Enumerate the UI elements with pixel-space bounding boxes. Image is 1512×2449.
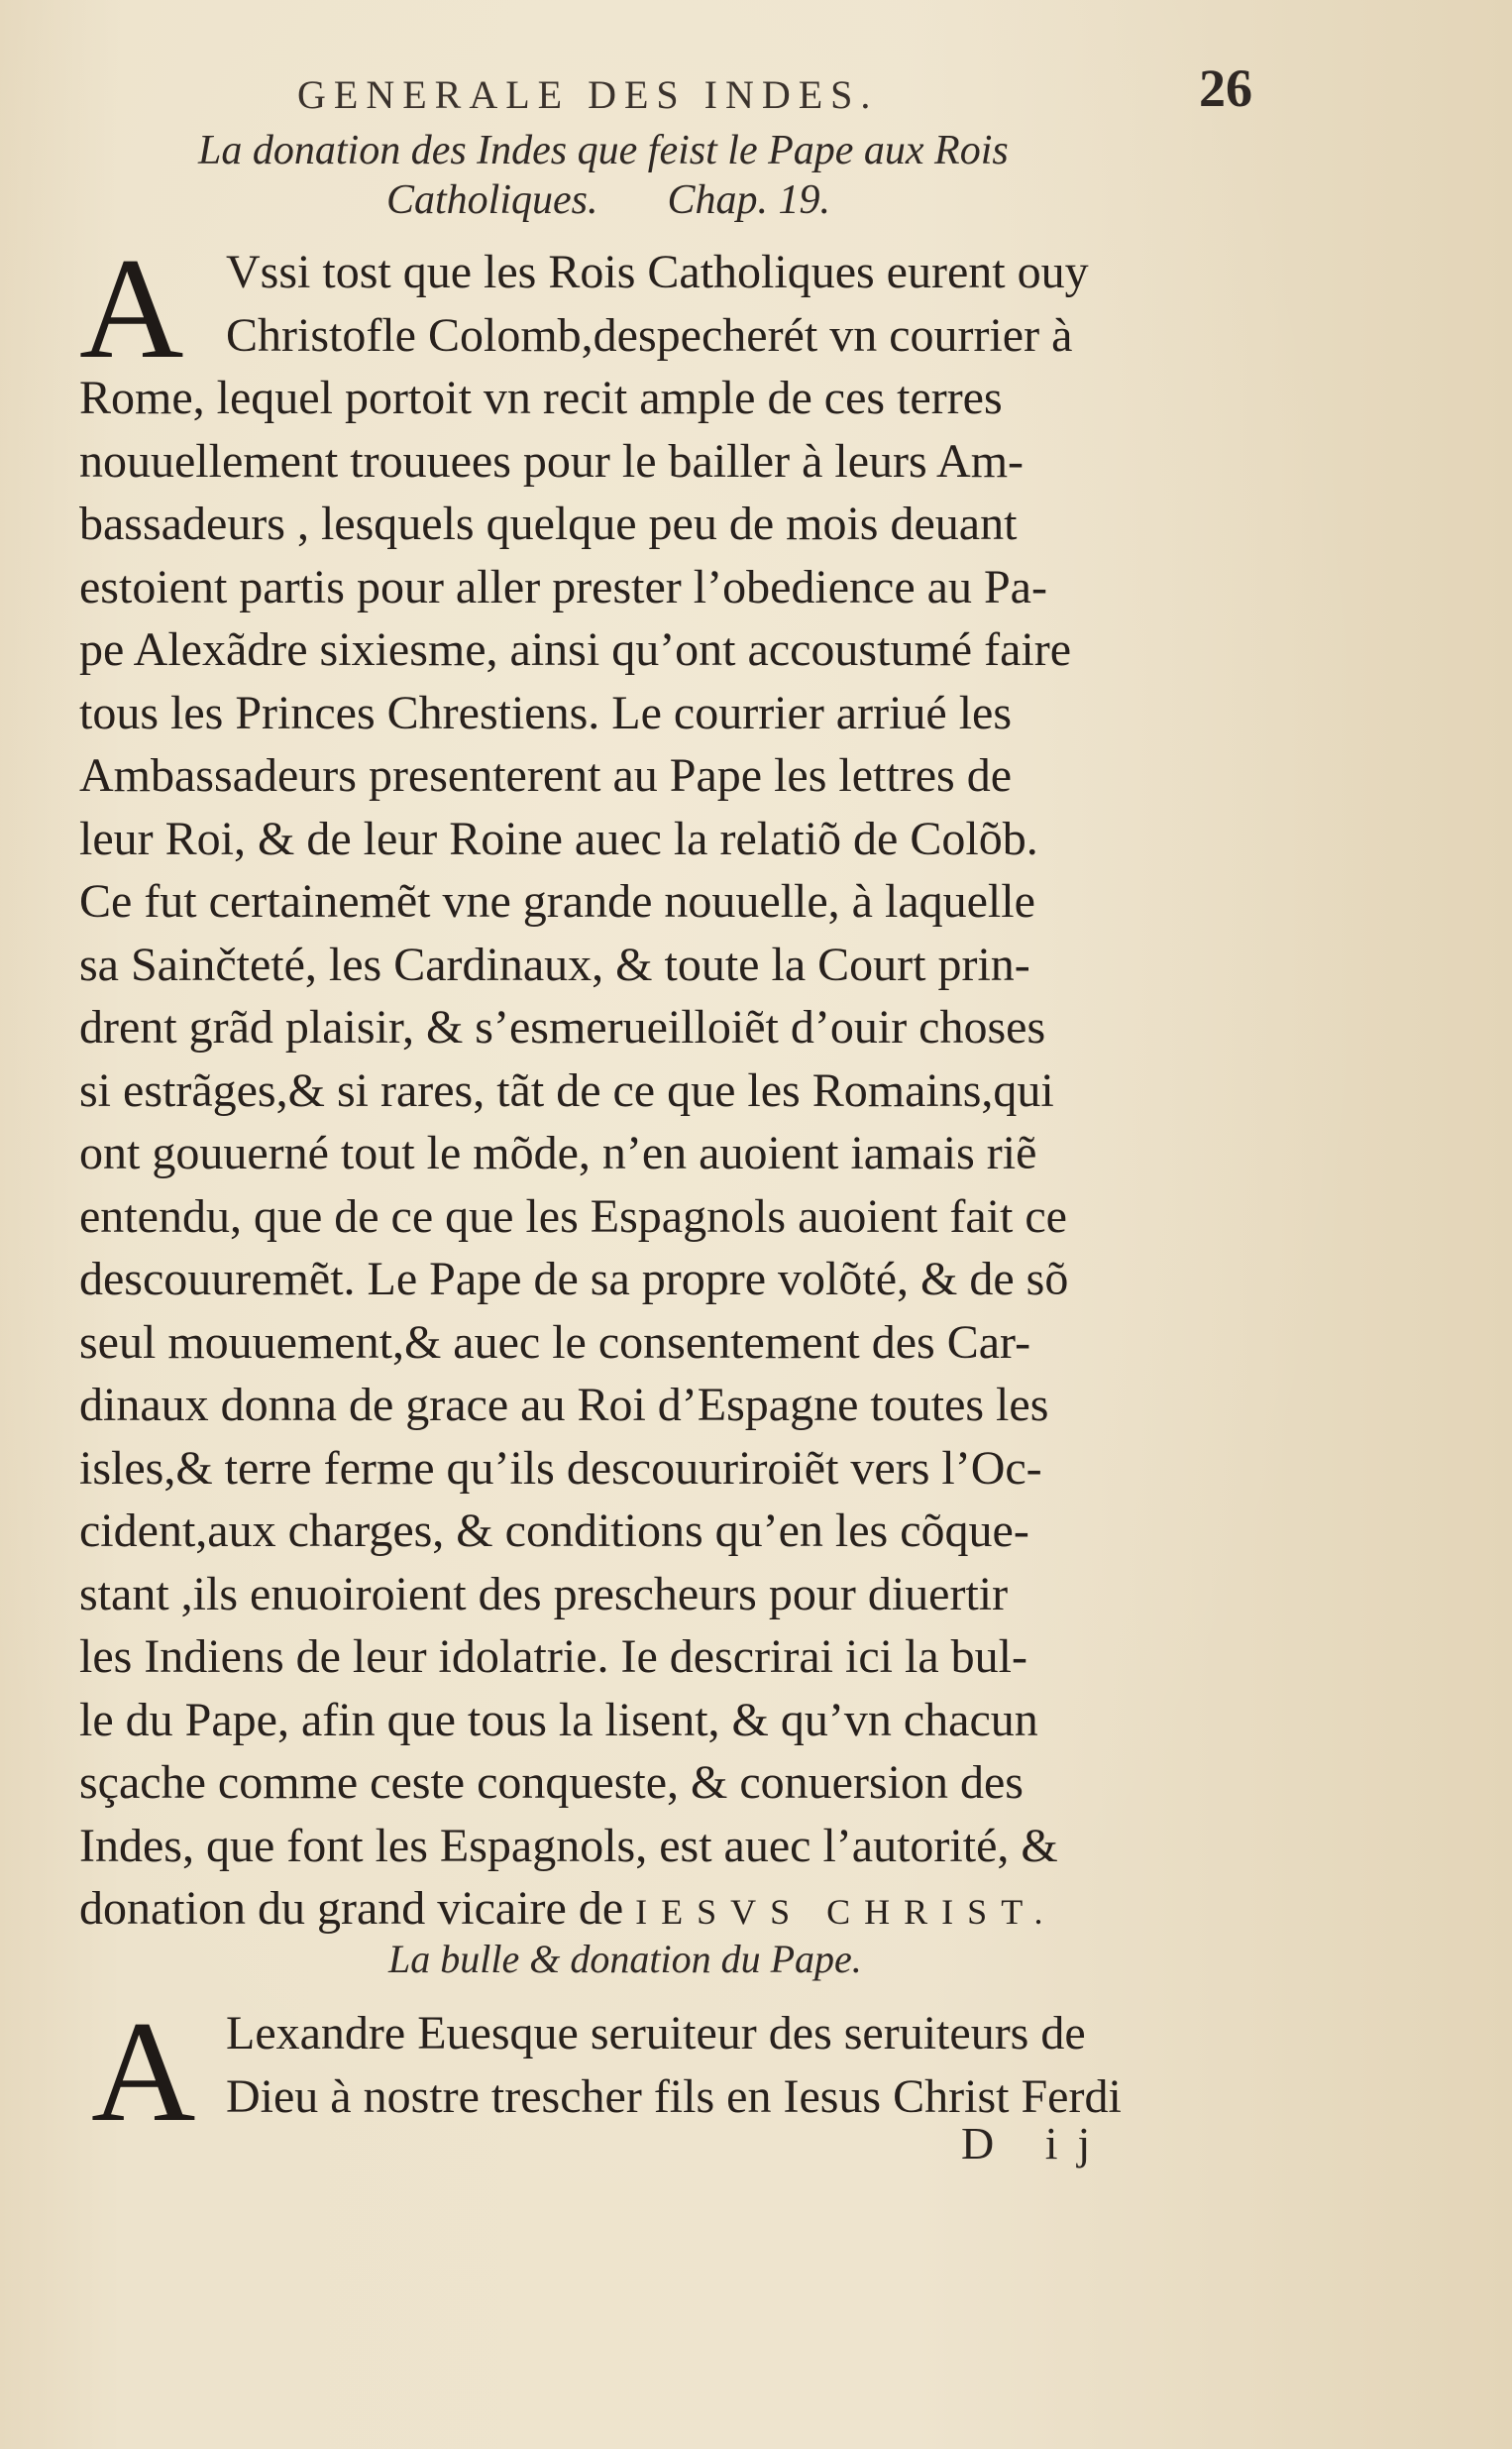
text-line: Rome, lequel portoit vn recit ample de ces terres bbox=[79, 372, 1003, 424]
text-line: estoient partis pour aller prester l’obedience au Pa- bbox=[79, 560, 1047, 613]
running-head: GENERALE DES INDES. bbox=[297, 72, 879, 117]
text-line: pe Alexãdre sixiesme, ainsi qu’ont accoustumé faire bbox=[79, 623, 1071, 676]
closing-name: IESVS CHRIST. bbox=[635, 1892, 1057, 1932]
text-line: nouuellement trouuees pour le bailler à leurs Am- bbox=[79, 434, 1025, 488]
text-line-last bbox=[79, 1877, 1268, 1941]
text-line: stant ,ils enuoiroient des prescheurs pour diuertir bbox=[79, 1567, 1009, 1620]
text-line: isles,& terre ferme qu’ils descouuriroiẽt vers l’Oc- bbox=[79, 1441, 1042, 1495]
text-line: descouuremẽt. Le Pape de sa propre volõté, & de sõ bbox=[79, 1253, 1069, 1305]
text-line: sçache comme ceste conqueste, & conuersion des bbox=[79, 1756, 1024, 1809]
drop-capital-bull: A bbox=[91, 1991, 196, 2152]
text-line: Ce fut certainemẽt vne grande nouuelle, à laquelle bbox=[79, 875, 1035, 928]
chapter-body bbox=[79, 228, 1268, 1941]
text-line: si estrãges,& si rares, tãt de ce que les Romains,qui bbox=[79, 1063, 1054, 1117]
text-line: sa Sainčteté, les Cardinaux, & toute la Court prin- bbox=[79, 938, 1030, 991]
text-line: seul mouuement,& auec le consentement des Car- bbox=[79, 1315, 1031, 1369]
chapter-title-line-2 bbox=[188, 176, 1179, 224]
text-line: leur Roi, & de leur Roine auec la relatiõ de Colõb. bbox=[79, 812, 1038, 865]
chapter-label: Chap. 19. bbox=[667, 177, 831, 223]
text-line: entendu, que de ce que les Espagnols auoient fait ce bbox=[79, 1189, 1067, 1243]
text-line: Lexandre Euesque seruiteur des seruiteurs de bbox=[226, 2007, 1086, 2059]
chapter-title-end: Catholiques. bbox=[386, 177, 598, 223]
text-line: drent grãd plaisir, & s’esmerueilloiẽt d’ouir choses bbox=[79, 1001, 1046, 1054]
text-line: cident,aux charges, & conditions qu’en les cõque- bbox=[79, 1504, 1029, 1557]
text-line: bassadeurs , lesquels quelque peu de mois deuant bbox=[79, 498, 1018, 550]
text-line-end: donation du grand vicaire de bbox=[79, 1882, 624, 1935]
text-line: dinaux donna de grace au Roi d’Espagne toutes les bbox=[79, 1379, 1049, 1431]
text-line: Vssi tost que les Rois Catholiques eurent ouy bbox=[226, 246, 1089, 298]
text-line: Dieu à nostre trescher fils en Iesus Christ Ferdi bbox=[226, 2069, 1122, 2123]
text-line: tous les Princes Chrestiens. Le courrier arriué les bbox=[79, 686, 1013, 739]
text-line: Christofle Colomb,despecherét vn courrier à bbox=[226, 308, 1073, 362]
chapter-title-line-1: La donation des Indes que feist le Pape aux Rois bbox=[198, 128, 1009, 173]
folio-number: 26 bbox=[1199, 58, 1252, 118]
text-line: le du Pape, afin que tous la lisent, & qu’vn chacun bbox=[79, 1693, 1038, 1746]
chapter-title bbox=[188, 127, 1179, 224]
signature-mark: D ij bbox=[961, 2118, 1111, 2169]
text-line: Indes, que font les Espagnols, est auec l’autorité, & bbox=[79, 1819, 1058, 1872]
text-line: Ambassadeurs presenterent au Pape les lettres de bbox=[79, 749, 1012, 802]
bull-heading: La bulle & donation du Pape. bbox=[388, 1937, 862, 1981]
text-line: les Indiens de leur idolatrie. Ie descrirai ici la bul- bbox=[79, 1630, 1027, 1683]
text-line: ont gouuerné tout le mõde, n’en auoient iamais riẽ bbox=[79, 1127, 1037, 1179]
drop-capital: A bbox=[79, 228, 184, 389]
